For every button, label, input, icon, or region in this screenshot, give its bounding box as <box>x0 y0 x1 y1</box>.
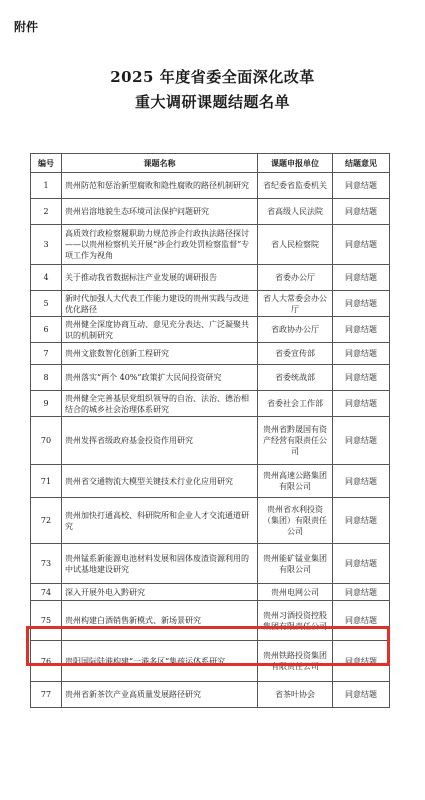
applicant-unit: 贵州省水利投资（集团）有限责任公司 <box>258 498 333 544</box>
table-row <box>31 265 390 291</box>
attachment-label: 附件 <box>14 20 39 34</box>
applicant-unit: 贵州铁路投资集团有限责任公司 <box>258 641 333 682</box>
applicant-unit: 贵州能矿锰业集团有限公司 <box>258 544 333 584</box>
applicant-unit: 贵州高速公路集团有限公司 <box>258 465 333 498</box>
topic-name: 贵州发挥省级政府基金投资作用研究 <box>62 417 258 465</box>
conclusion-opinion: 同意结题 <box>333 317 390 343</box>
table-row <box>31 682 390 708</box>
table-row <box>31 343 390 365</box>
applicant-unit: 省茶叶协会 <box>258 682 333 708</box>
conclusion-opinion: 同意结题 <box>333 365 390 391</box>
topic-name: 贵州落实“两个 40%”政策扩大民间投资研究 <box>62 365 258 391</box>
topic-name: 贵州省新茶饮产业高质量发展路径研究 <box>62 682 258 708</box>
table-row <box>31 584 390 601</box>
applicant-unit: 省委统战部 <box>258 365 333 391</box>
table-row <box>31 465 390 498</box>
conclusion-opinion: 同意结题 <box>333 225 390 265</box>
conclusion-opinion: 同意结题 <box>333 343 390 365</box>
topic-name: 贵州锰系新能源电池材料发展和固体废渣资源利用的中试基地建设研究 <box>62 544 258 584</box>
conclusion-opinion: 同意结题 <box>333 584 390 601</box>
conclusion-opinion: 同意结题 <box>333 544 390 584</box>
document-title-line1: 2025 年度省委全面深化改革 <box>110 68 315 86</box>
topic-name: 贵州健全完善基层党组织领导的自治、法治、德治相结合的城乡社会治理体系研究 <box>62 391 258 417</box>
row-number: 5 <box>31 291 62 317</box>
conclusion-opinion: 同意结题 <box>333 199 390 225</box>
applicant-unit: 贵州省黔晟国有资产经营有限责任公司 <box>258 417 333 465</box>
table-row <box>31 391 390 417</box>
applicant-unit: 贵州习酒投资控股集团有限责任公司 <box>258 601 333 641</box>
applicant-unit: 省纪委省监委机关 <box>258 173 333 199</box>
row-number: 70 <box>31 417 62 465</box>
topic-name: 关于推动我省数据标注产业发展的调研报告 <box>62 265 258 291</box>
topic-name: 贵州加快打通高校、科研院所和企业人才交流通道研究 <box>62 498 258 544</box>
conclusion-opinion: 同意结题 <box>333 682 390 708</box>
table-row <box>31 199 390 225</box>
row-number: 72 <box>31 498 62 544</box>
conclusion-opinion: 同意结题 <box>333 498 390 544</box>
row-number: 77 <box>31 682 62 708</box>
topic-name: 新时代加强人大代表工作能力建设的贵州实践与改进优化路径 <box>62 291 258 317</box>
row-number: 4 <box>31 265 62 291</box>
table-row <box>31 601 390 641</box>
conclusion-opinion: 同意结题 <box>333 601 390 641</box>
table-header-row <box>31 154 390 173</box>
table-row <box>31 225 390 265</box>
row-number: 3 <box>31 225 62 265</box>
row-number: 75 <box>31 601 62 641</box>
topic-name: 贵州岩溶地貌生态环境司法保护问题研究 <box>62 199 258 225</box>
row-number: 73 <box>31 544 62 584</box>
topic-name: 贵州省交通物流大模型关键技术行业化应用研究 <box>62 465 258 498</box>
topic-name: 贵阳国际陆港构建“一港多区”集疏运体系研究 <box>62 641 258 682</box>
header-opinion: 结题意见 <box>333 154 390 173</box>
topic-name: 高质效行政检察履职助力规范涉企行政执法路径探讨——以贵州检察机关开展“涉企行政处罚检察监督”专项工作为视角 <box>62 225 258 265</box>
applicant-unit: 贵州电网公司 <box>258 584 333 601</box>
conclusion-opinion: 同意结题 <box>333 417 390 465</box>
header-name: 课题名称 <box>62 154 258 173</box>
conclusion-opinion: 同意结题 <box>333 391 390 417</box>
conclusion-opinion: 同意结题 <box>333 291 390 317</box>
applicant-unit: 省政协办公厅 <box>258 317 333 343</box>
conclusion-opinion: 同意结题 <box>333 465 390 498</box>
topic-name: 贵州文旅数智化创新工程研究 <box>62 343 258 365</box>
table-row <box>31 641 390 682</box>
header-num: 编号 <box>31 154 62 173</box>
applicant-unit: 省委办公厅 <box>258 265 333 291</box>
conclusion-opinion: 同意结题 <box>333 641 390 682</box>
results-table <box>30 153 390 708</box>
conclusion-opinion: 同意结题 <box>333 265 390 291</box>
topic-name: 深入开展外电入黔研究 <box>62 584 258 601</box>
topic-name: 贵州健全深度协商互动、意见充分表达、广泛凝聚共识的机制研究 <box>62 317 258 343</box>
applicant-unit: 省人民检察院 <box>258 225 333 265</box>
topic-name: 贵州构建白酒销售新模式、新场景研究 <box>62 601 258 641</box>
row-number: 74 <box>31 584 62 601</box>
conclusion-opinion: 同意结题 <box>333 173 390 199</box>
table-row <box>31 498 390 544</box>
row-number: 2 <box>31 199 62 225</box>
header-unit: 课题申报单位 <box>258 154 333 173</box>
table-row <box>31 173 390 199</box>
applicant-unit: 省人大常委会办公厅 <box>258 291 333 317</box>
row-number: 6 <box>31 317 62 343</box>
table-row <box>31 544 390 584</box>
table-body <box>31 173 390 708</box>
topic-name: 贵州防范和惩治新型腐败和隐性腐败的路径机制研究 <box>62 173 258 199</box>
row-number: 7 <box>31 343 62 365</box>
table-row <box>31 417 390 465</box>
row-number: 76 <box>31 641 62 682</box>
document-title-line2: 重大调研课题结题名单 <box>134 93 290 111</box>
table-row <box>31 365 390 391</box>
row-number: 9 <box>31 391 62 417</box>
table-row <box>31 291 390 317</box>
applicant-unit: 省委社会工作部 <box>258 391 333 417</box>
row-number: 8 <box>31 365 62 391</box>
table-row <box>31 317 390 343</box>
row-number: 1 <box>31 173 62 199</box>
row-number: 71 <box>31 465 62 498</box>
applicant-unit: 省高级人民法院 <box>258 199 333 225</box>
applicant-unit: 省委宣传部 <box>258 343 333 365</box>
